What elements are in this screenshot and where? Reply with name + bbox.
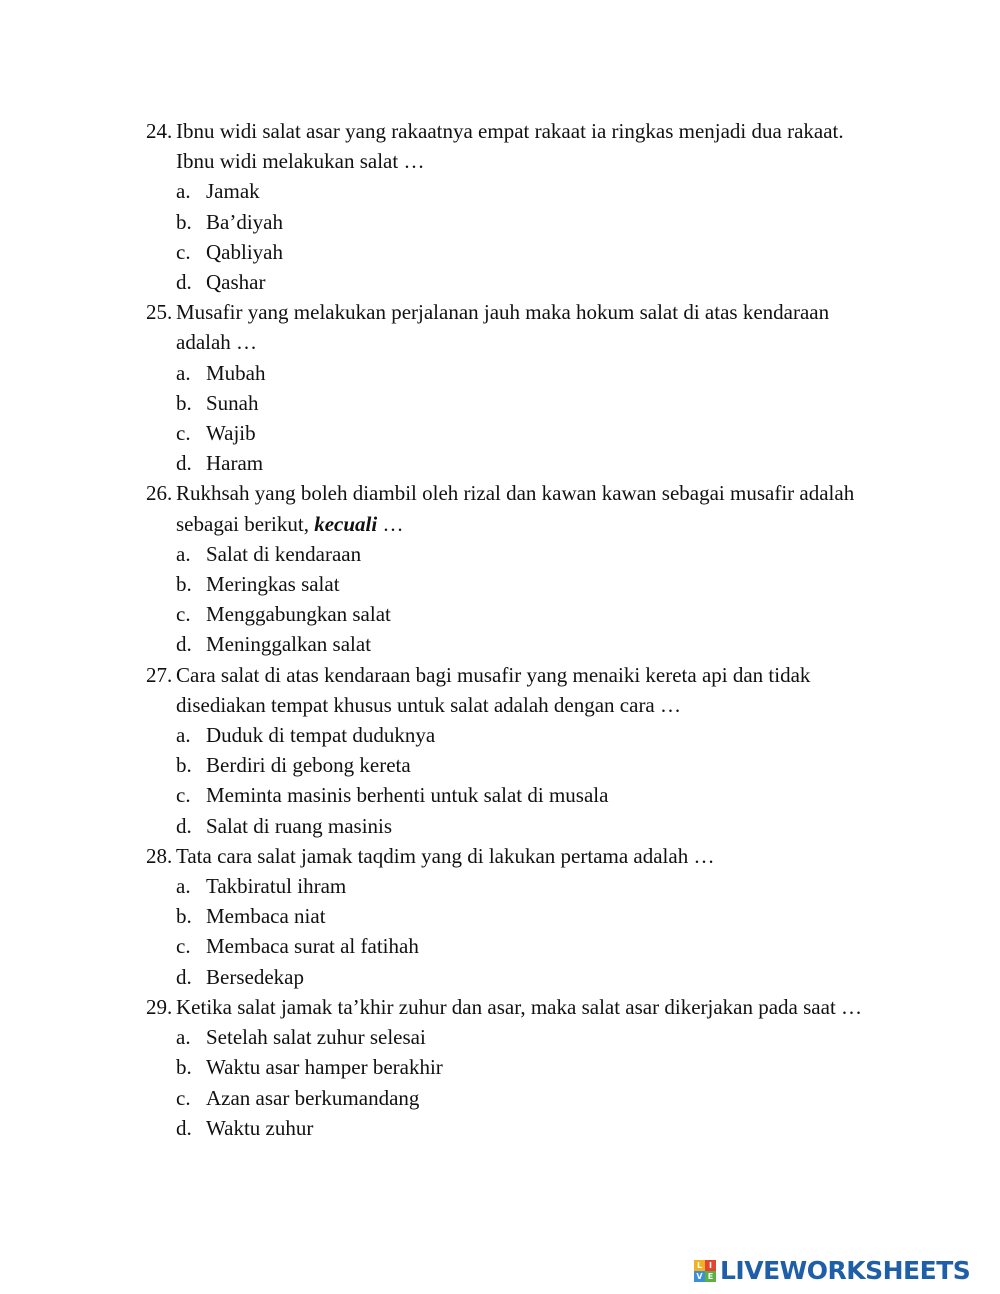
- question-text: Musafir yang melakukan perjalanan jauh maka hokum salat di atas kendaraan adalah …: [176, 300, 830, 355]
- option-text: Menggabungkan salat: [206, 602, 391, 627]
- option-text: Salat di kendaraan: [206, 541, 362, 566]
- option-29b: [146, 1052, 886, 1082]
- option-text: Qabliyah: [206, 239, 283, 264]
- option-letter: c.: [176, 783, 191, 808]
- option-24c: [146, 237, 886, 267]
- option-letter: a.: [176, 360, 191, 385]
- icon-tile-e: E: [705, 1271, 716, 1282]
- option-text: Jamak: [206, 179, 260, 204]
- option-text: Waktu asar hamper berakhir: [206, 1055, 443, 1080]
- option-letter: d.: [176, 964, 192, 989]
- option-letter: b.: [176, 1055, 192, 1080]
- question-number: 24.: [146, 119, 173, 143]
- question-list: [146, 116, 886, 1143]
- option-text: Qashar: [206, 270, 266, 295]
- question-26: [146, 478, 886, 538]
- option-text: Meminta masinis berhenti untuk salat di musala: [206, 783, 609, 808]
- option-letter: d.: [176, 632, 192, 657]
- question-text: Ketika salat jamak ta’khir zuhur dan asar, maka salat asar dikerjakan pada saat …: [176, 994, 863, 1019]
- option-29d: [146, 1113, 886, 1143]
- option-text: Berdiri di gebong kereta: [206, 753, 411, 778]
- option-text: Setelah salat zuhur selesai: [206, 1025, 426, 1050]
- option-text: Waktu zuhur: [206, 1115, 314, 1140]
- keyword-emphasis: kecuali: [314, 511, 378, 536]
- option-26a: [146, 539, 886, 569]
- icon-tile-l: L: [694, 1260, 705, 1271]
- question-number: 26.: [146, 481, 173, 506]
- question-number: 27.: [146, 662, 173, 687]
- option-24d: [146, 267, 886, 297]
- question-text: [176, 478, 881, 538]
- option-28c: [146, 931, 886, 961]
- question-28: [146, 841, 886, 871]
- option-text: Ba’diyah: [206, 209, 283, 234]
- option-25a: [146, 358, 886, 388]
- option-text: Wajib: [206, 421, 256, 446]
- option-text: Duduk di tempat duduknya: [206, 723, 436, 748]
- option-letter: a.: [176, 541, 191, 566]
- question-number: 28.: [146, 843, 173, 868]
- option-text: Bersedekap: [206, 964, 304, 989]
- option-text: Membaca surat al fatihah: [206, 934, 419, 959]
- option-letter: a.: [176, 1025, 191, 1050]
- option-letter: a.: [176, 723, 191, 748]
- liveworksheets-logo[interactable]: [694, 1256, 970, 1285]
- question-27: [146, 660, 886, 720]
- question-text: Ibnu widi salat asar yang rakaatnya empat rakaat ia ringkas menjadi dua rakaat. Ibnu widi melakukan salat …: [176, 119, 844, 174]
- option-letter: c.: [176, 1085, 191, 1110]
- question-number: 29.: [146, 994, 173, 1019]
- question-text: Tata cara salat jamak taqdim yang di lakukan pertama adalah …: [176, 843, 715, 868]
- option-text: Membaca niat: [206, 904, 326, 929]
- option-letter: d.: [176, 1115, 192, 1140]
- option-letter: c.: [176, 239, 191, 264]
- option-letter: b.: [176, 390, 192, 415]
- option-text: Mubah: [206, 360, 266, 385]
- option-letter: a.: [176, 179, 191, 204]
- liveworksheets-icon: [694, 1260, 716, 1282]
- option-letter: b.: [176, 209, 192, 234]
- option-letter: d.: [176, 813, 192, 838]
- option-text: Meninggalkan salat: [206, 632, 372, 657]
- option-letter: d.: [176, 451, 192, 476]
- option-letter: b.: [176, 904, 192, 929]
- option-29a: [146, 1022, 886, 1052]
- option-text: Azan asar berkumandang: [206, 1085, 420, 1110]
- option-letter: b.: [176, 753, 192, 778]
- option-24a: [146, 176, 886, 206]
- question-text: Cara salat di atas kendaraan bagi musafir yang menaiki kereta api dan tidak disediakan tempat khusus untuk salat adalah dengan cara …: [176, 662, 811, 717]
- option-26c: [146, 599, 886, 629]
- option-25d: [146, 448, 886, 478]
- option-text: Takbiratul ihram: [206, 874, 347, 899]
- question-29: [146, 992, 886, 1022]
- icon-tile-i: I: [705, 1260, 716, 1271]
- option-26d: [146, 629, 886, 659]
- option-27d: [146, 811, 886, 841]
- option-27a: [146, 720, 886, 750]
- option-26b: [146, 569, 886, 599]
- option-letter: a.: [176, 874, 191, 899]
- option-letter: c.: [176, 934, 191, 959]
- option-28b: [146, 901, 886, 931]
- option-letter: c.: [176, 421, 191, 446]
- question-24: [146, 116, 886, 176]
- brand-name: LIVEWORKSHEETS: [720, 1256, 971, 1285]
- option-text: Salat di ruang masinis: [206, 813, 393, 838]
- option-text: Haram: [206, 451, 264, 476]
- option-28a: [146, 871, 886, 901]
- icon-tile-v: V: [694, 1271, 705, 1282]
- option-text: Meringkas salat: [206, 572, 340, 597]
- question-text-before: Rukhsah yang boleh diambil oleh rizal dan kawan kawan sebagai musafir adalah sebagai berikut,: [176, 481, 855, 536]
- option-letter: b.: [176, 572, 192, 597]
- option-29c: [146, 1083, 886, 1113]
- question-text-after: …: [382, 511, 404, 536]
- option-letter: c.: [176, 602, 191, 627]
- question-25: [146, 297, 886, 357]
- option-24b: [146, 207, 886, 237]
- option-27b: [146, 750, 886, 780]
- question-number: 25.: [146, 300, 173, 325]
- option-27c: [146, 780, 886, 810]
- option-25c: [146, 418, 886, 448]
- option-25b: [146, 388, 886, 418]
- option-letter: d.: [176, 270, 192, 295]
- option-text: Sunah: [206, 390, 259, 415]
- option-28d: [146, 962, 886, 992]
